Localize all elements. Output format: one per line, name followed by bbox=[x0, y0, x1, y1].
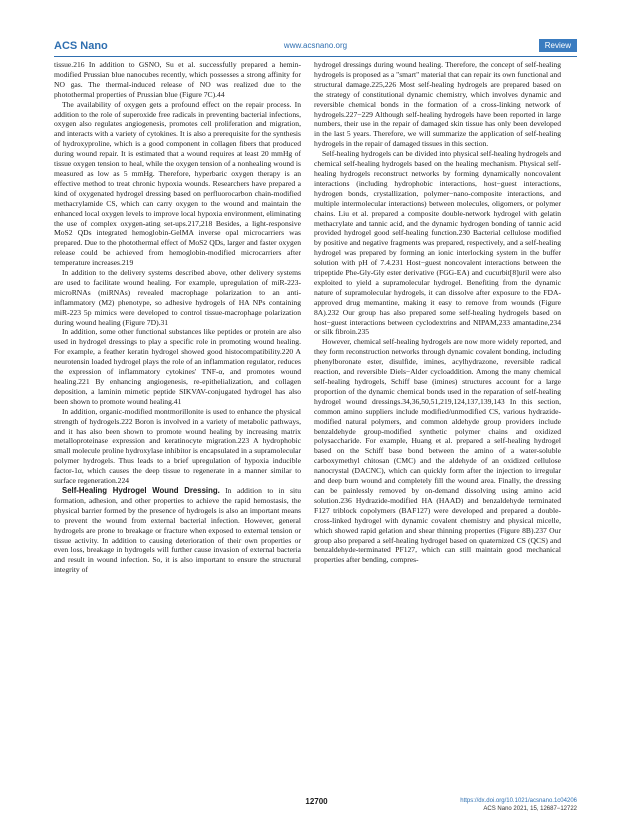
section-paragraph bbox=[54, 486, 301, 575]
right-column bbox=[314, 60, 561, 565]
paragraph: Self-healing hydrogels can be divided into physical self-healing hydrogels and chemical self-healing hydrogels based on the healing mechanism. Physical self-healing hydrogels reconstruct networks by forming dynamically noncovalent interactions (including hydrophobic interactions, host−guest interactions, hydrogen bonds, crystallization, polymer−nano-composite interactions, and multiple intermolecular interactions) between molecules, oligomers, or polymer chains. Liu et al. prepared a composite double-network hydrogel with gelatin methacrylate and tannic acid, and the dynamic hydrogen bonding of tannic acid provided hydrogel good self-healing function.230 Bacterial cellulose modified by positive and negative fragments was prepared, respectively, and a self-healing hydrogel was prepared by forming an ionic interlocking system in the buffer solution with pH of 7.4.231 Host−guest noncovalent interactions between the tripeptide Phe-Gly-Gly ester derivative (FGG-EA) and cucurbit[8]uril were also exploited to yield a supramolecular hydrogel. Benefiting from the dynamic nature of supramolecular hydrogels, it can dissolve after exposure to the FDA-approved drug memantine, making it easy to remove from wounds (Figure 8A).232 Our group has also prepared some self-healing hydrogels based on host−guest interactions between cyclodextrins and NIPAM,233 amantadine,234 or silk fibroin.235 bbox=[314, 149, 561, 337]
section-text: In addition to in situ formation, adhesion, and other properties to achieve the rapid hemostasis, the physical barrier formed by the presence of hydrogels is also an important means to prevent the wound from external bacterial infection. However, general hydrogels are prone to breakage or fracture when exposed to external tension or tissue activity. In addition to causing deterioration of their own properties or even loss, breakage in hydrogels will further cause invasion of external bacteria and result in wound infection. So, it is also important to ensure the structural integrity of bbox=[54, 485, 301, 575]
section-heading: Self-Healing Hydrogel Wound Dressing. bbox=[62, 485, 220, 495]
paragraph: hydrogel dressings during wound healing. Therefore, the concept of self-healing hydrogels is proposed as a "smart" material that can repair its own functional and structural damage.225,226 Most self-healing hydrogels are prepared based on the strategy of constitutional dynamic chemistry, which involves dynamic and reversible chemical bonds in the formation of a cross-linking network of hydrogels.227−229 Although self-healing hydrogels have been reported in large numbers, their use in the repair of damaged skin tissue has only been developed in the last 5 years. Therefore, we will summarize the application of self-healing hydrogels in the repair of damaged tissues in this section. bbox=[314, 60, 561, 149]
paragraph: However, chemical self-healing hydrogels are now more widely reported, and they form reconstruction networks through dynamic covalent bonding, including phenylboronate ester, disulfide, imines, acylhydrazone, reversible radical reaction, and reversible Diels−Alder cycloaddition. Among the many chemical self-healing hydrogels, Schiff base (imines) structures account for a large proportion of the dynamic chemical bonds used in the reparation of self-healing hydrogel wound dressings.34,36,50,51,219,124,137,139,143 In this section, common amino suppliers include modified/unmodified CS, various hydrazide-modified natural polymers, and common aldehyde group providers include benzaldehyde group-modified synthetic polymer chains and oxidized polysaccharide. For example, Huang et al. prepared a self-healing hydrogel based on the Schiff base bond between the amino of a water-soluble carboxymethyl chitosan (CMC) and the aldehyde of an oxidized cellulose nanocrystal (DACNC), which can quickly form after the injection to irregular and deep burn wound and completely fill the wound area. Finally, the dressing can be painlessly removed by on-demand dissolving using amino acid solution.236 Hydrazide-modified HA (HAAD) and benzaldehyde terminated F127 triblock copolymers (BAF127) were developed and prepared a double-cross-linked hydrogel with dynamic covalent chemistry and physical micelle, which showed rapid gelation and shear thinning properties (Figure 8B).237 Our group also prepared a self-healing hydrogel based on quaternized CS (QCS) and benzaldehyde-terminated PF127, which can still maintain good mechanical properties after bending, compres- bbox=[314, 337, 561, 565]
header-rule bbox=[54, 56, 577, 57]
journal-name: ACS Nano bbox=[54, 40, 108, 52]
page-header bbox=[54, 40, 577, 56]
footer-citation bbox=[460, 797, 577, 813]
journal-website[interactable]: www.acsnano.org bbox=[283, 41, 348, 50]
doi-link[interactable]: https://dx.doi.org/10.1021/acsnano.1c04206 bbox=[460, 798, 577, 804]
page-number: 12700 bbox=[305, 797, 328, 806]
left-column bbox=[54, 60, 301, 575]
article-type-badge: Review bbox=[539, 39, 577, 52]
paragraph: The availability of oxygen gets a profound effect on the repair process. In addition to the role of superoxide free radicals in preventing bacterial infections, oxygen also regulates angiogenesis, promotes cell proliferation and migration, and interacts with a variety of cytokines. It is also a prerequisite for the synthesis of hydroxyproline, which is a good component in collagen fibers that produced during wound repair. It is estimated that a wound requires at least 20 mmHg of tissue oxygen tension to heal, while the oxygen tension of a nonhealing wound is measured as low as 5 mmHg. Therefore, hyperbaric oxygen therapy is an effective method to treat chronic hypoxia wounds. Researchers have prepared a kind of oxygenated hydrogel dressing based on perfluorocarbon chain-modified methacrylamide CS, which can carry oxygen to the wound and maintain the enhanced local oxygen levels to improve local hypoxia environment, eliminating the use of complex oxygen-ating set-ups.217,218 Besides, a light-responsive MoS2 QDs integrated hemoglobin-GelMA inverse opal microcarriers was prepared. Due to the photothermal effect of MoS2 QDs, larger and faster oxygen release could be achieved from hemoglobin-modified microcarriers after temperature increases.219 bbox=[54, 99, 301, 268]
paragraph: In addition to the delivery systems described above, other delivery systems are used to facilitate wound healing. For example, upregulation of miR-223-microRNAs (miRNAs) revealed macrophage polarization to an anti-inflammatory (M2) phenotype, so adhesive hydrogels of HA NPs containing miR-223 5p mimics were developed to control tissue-macrophage polarization during wound healing (Figure 7D).31 bbox=[54, 268, 301, 327]
paragraph: In addition, organic-modified montmorillonite is used to enhance the physical strength of hydrogels.222 Boron is involved in a variety of metabolic pathways, and it has also been shown to promote wound healing by increasing matrix metalloproteinase expression and keratinocyte migration.223 A hydrophobic small molecule proline hydroxylase inhibitor is encapsulated in a supramolecular polymer hydrogels. Thus leads to a brief upregulation of hypoxia inducible factor-1α, which causes the deep tissue to regenerate in a manner similar to surface regeneration.224 bbox=[54, 406, 301, 486]
paragraph: In addition, some other functional substances like peptides or protein are also used in hydrogel dressings to play a specific role in promoting wound healing. For example, a feather keratin hydrogel showed good histocompatibility.220 A neurotensin loaded hydrogel plays the role of an inflammation regulator, reduces the expression of inflammatory cytokines' TNF-α, and promotes wound healing.221 By enhancing angiogenesis, re-epithelialization, and collagen deposition, a laminin mimetic peptide SIKVAV-conjugated hydrogel has also been shown to promote wound healing.41 bbox=[54, 327, 301, 406]
paragraph: tissue.216 In addition to GSNO, Su et al. successfully prepared a hemin-modified Prussian blue nanocubes recently, which possesses a strong affinity for NO gas. The thermal-induced release of NO was realized due to the photothermal properties of Prussian blue (Figure 7C).44 bbox=[54, 60, 301, 99]
journal-citation: ACS Nano 2021, 15, 12687−12722 bbox=[483, 806, 577, 812]
